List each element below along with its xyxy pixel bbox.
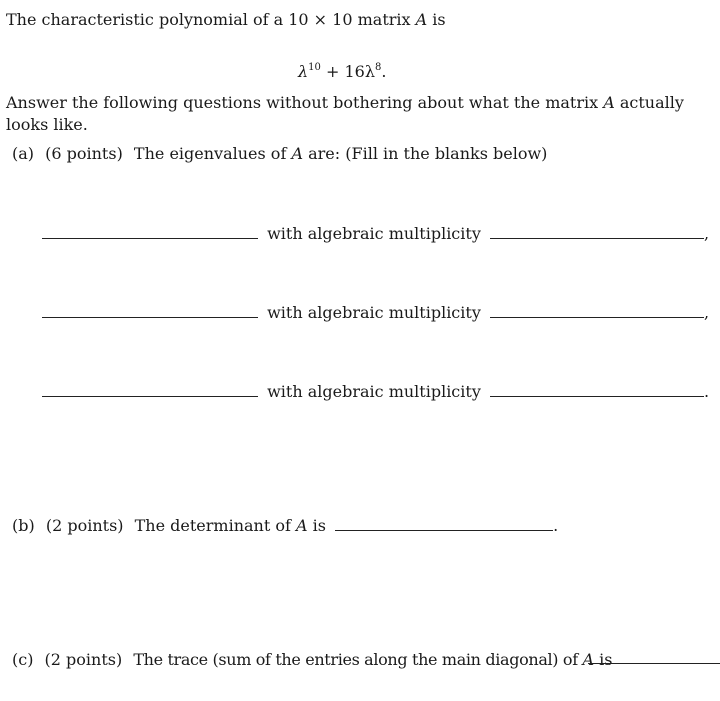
trace-blank[interactable]: [588, 662, 720, 664]
eigenvalue-blank-3[interactable]: [42, 395, 258, 397]
eigenvalue-blank-1[interactable]: [42, 237, 258, 239]
part-c-prompt: (c) (2 points) The trace (sum of the entries along the main diagonal) of A is: [12, 650, 613, 669]
eigenvalue-row-3: with algebraic multiplicity .: [42, 382, 709, 401]
multiplicity-blank-2[interactable]: [490, 316, 704, 318]
eigenvalue-blank-2[interactable]: [42, 316, 258, 318]
eigenvalue-row-2: with algebraic multiplicity ,: [42, 303, 709, 322]
part-b-label: (b): [12, 516, 35, 535]
matrix-variable: A: [415, 10, 428, 29]
multiplicity-blank-3[interactable]: [490, 395, 704, 397]
part-c-points: (2 points): [44, 650, 123, 669]
determinant-blank[interactable]: [335, 529, 553, 531]
eigenvalue-row-1: with algebraic multiplicity ,: [42, 224, 709, 243]
part-a-prompt: (a) (6 points) The eigenvalues of A are: (Fill in the blanks below): [12, 144, 548, 163]
multiplicity-blank-1[interactable]: [490, 237, 704, 239]
instruction-line-2: looks like.: [6, 115, 88, 134]
part-b-points: (2 points): [45, 516, 124, 535]
part-a-points: (6 points): [45, 144, 123, 163]
part-c-label: (c): [12, 650, 34, 669]
intro-text: The characteristic polynomial of a 10 × 10 matrix A is: [6, 10, 446, 29]
instruction-line-1: Answer the following questions without bothering about what the matrix A actually: [6, 93, 684, 112]
part-a-label: (a): [12, 144, 35, 163]
polynomial-display: $\lambda^{10} + 16\lambda^8$.: [298, 62, 387, 81]
part-b-prompt: (b) (2 points) The determinant of A is .: [12, 516, 559, 535]
